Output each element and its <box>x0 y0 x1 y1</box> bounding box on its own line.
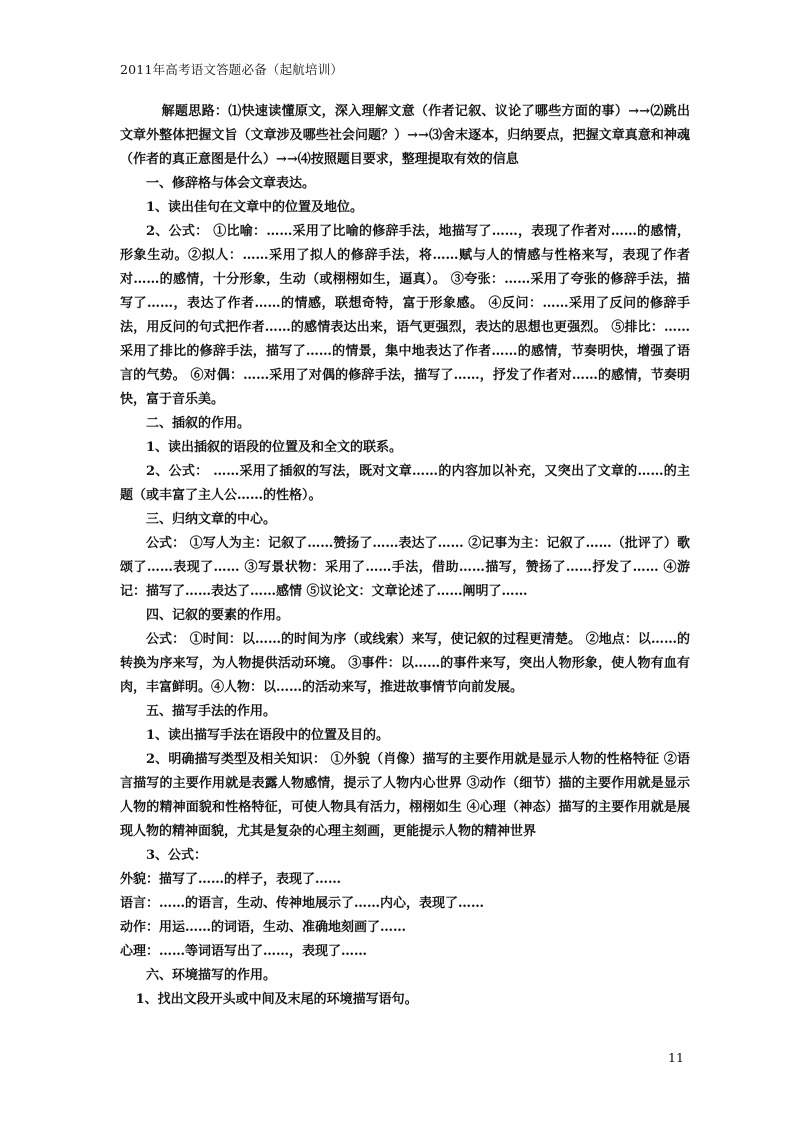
list-item: 1、读出插叙的语段的位置及和全文的联系。 <box>146 440 403 455</box>
section-heading-flashback: 二、插叙的作用。 <box>146 416 251 431</box>
section-heading-description: 五、描写手法的作用。 <box>146 704 277 719</box>
section-heading-central-idea: 三、归纳文章的中心。 <box>146 512 277 527</box>
formula-paragraph: 公式： ①写人为主：记叙了……赞扬了……表达了…… ②记事为主：记叙了……（批评了）歌颂了……表现了…… ③写景状物：采用了……手法，借助……描写，赞扬了……抒发了…… ④游记：描写了……表达了……感情 ⑤议论文：文章论述了……阐明了…… <box>120 536 690 599</box>
formula-line-appearance: 外貌：描写了……的样子，表现了…… <box>120 872 342 887</box>
list-item: 1、读出描写手法在语段中的位置及目的。 <box>146 728 390 743</box>
formula-line-psychology: 心理：……等词语写出了……，表现了…… <box>120 944 368 959</box>
list-item: 1、读出佳句在文章中的位置及地位。 <box>146 200 364 215</box>
formula-paragraph: 2、公式： ①比喻：……采用了比喻的修辞手法，地描写了……，表现了作者对……的感情，形象生动。②拟人：……采用了拟人的修辞手法，将……赋与人的情感与性格来写，表现了作者对……的感情，十分形象，生动（或栩栩如生，逼真）。 ③夸张：……采用了夸张的修辞手法，描写了……，表达了作者……的情感，联想奇特，富于形象感。 ④反问：……采用了反问的修辞手法，用反问的句式把作者……的感情表达出来，语气更强烈，表达的思想也更强烈。 ⑤排比：……采用了排比的修辞手法，描写了……的情景，集中地表达了作者……的感情，节奏明快，增强了语言的气势。 ⑥对偶：……采用了对偶的修辞手法，描写了……，抒发了作者对……的感情，节奏明快，富于音乐美。 <box>120 224 690 407</box>
formula-paragraph: 2、公式： ……采用了插叙的写法，既对文章……的内容加以补充，又突出了文章的……的主题（或丰富了主人公……的性格）。 <box>120 464 690 503</box>
solution-approach-paragraph: 解题思路：⑴快速读懂原文，深入理解文意（作者记叙、议论了哪些方面的事）→→⑵跳出文章外整体把握文旨（文章涉及哪些社会问题？）→→⑶舍末逐本，归纳要点，把握文章真意和神魂（作者的真正意图是什么）→→⑷按照题目要求，整理提取有效的信息 <box>120 104 690 167</box>
list-item: 3、公式： <box>146 848 208 863</box>
formula-line-language: 语言：……的语言，生动、传神地展示了……内心，表现了…… <box>120 896 485 911</box>
document-body <box>120 100 690 1012</box>
description-types-paragraph: 2、明确描写类型及相关知识： ①外貌（肖像）描写的主要作用就是显示人物的性格特征 ②语言描写的主要作用就是表露人物感情，提示了人物内心世界 ③动作（细节）描的主要作用就是显示人物的精神面貌和性格特征，可使人物具有活力，栩栩如生 ④心理（神态）描写的主要作用就是展现人物的精神面貌，尤其是复杂的心理主刻画，更能提示人物的精神世界 <box>120 752 690 839</box>
section-heading-rhetoric: 一、修辞格与体会文章表达。 <box>146 176 316 191</box>
formula-paragraph: 公式： ①时间：以……的时间为序（或线索）来写，使记叙的过程更清楚。 ②地点：以……的转换为序来写，为人物提供活动环境。 ③事件：以……的事件来写，突出人物形象，使人物有血有肉，丰富鲜明。④人物：以……的活动来写，推进故事情节向前发展。 <box>120 632 690 695</box>
list-item: 1、找出文段开头或中间及末尾的环境描写语句。 <box>135 992 418 1007</box>
section-heading-environment: 六、环境描写的作用。 <box>146 968 277 983</box>
page-header: 2011年高考语文答题必备（起航培训） <box>120 62 344 77</box>
section-heading-narrative-elements: 四、记叙的要素的作用。 <box>146 608 290 623</box>
page-number: 11 <box>668 1050 684 1065</box>
formula-line-action: 动作：用运……的词语，生动、准确地刻画了…… <box>120 920 407 935</box>
